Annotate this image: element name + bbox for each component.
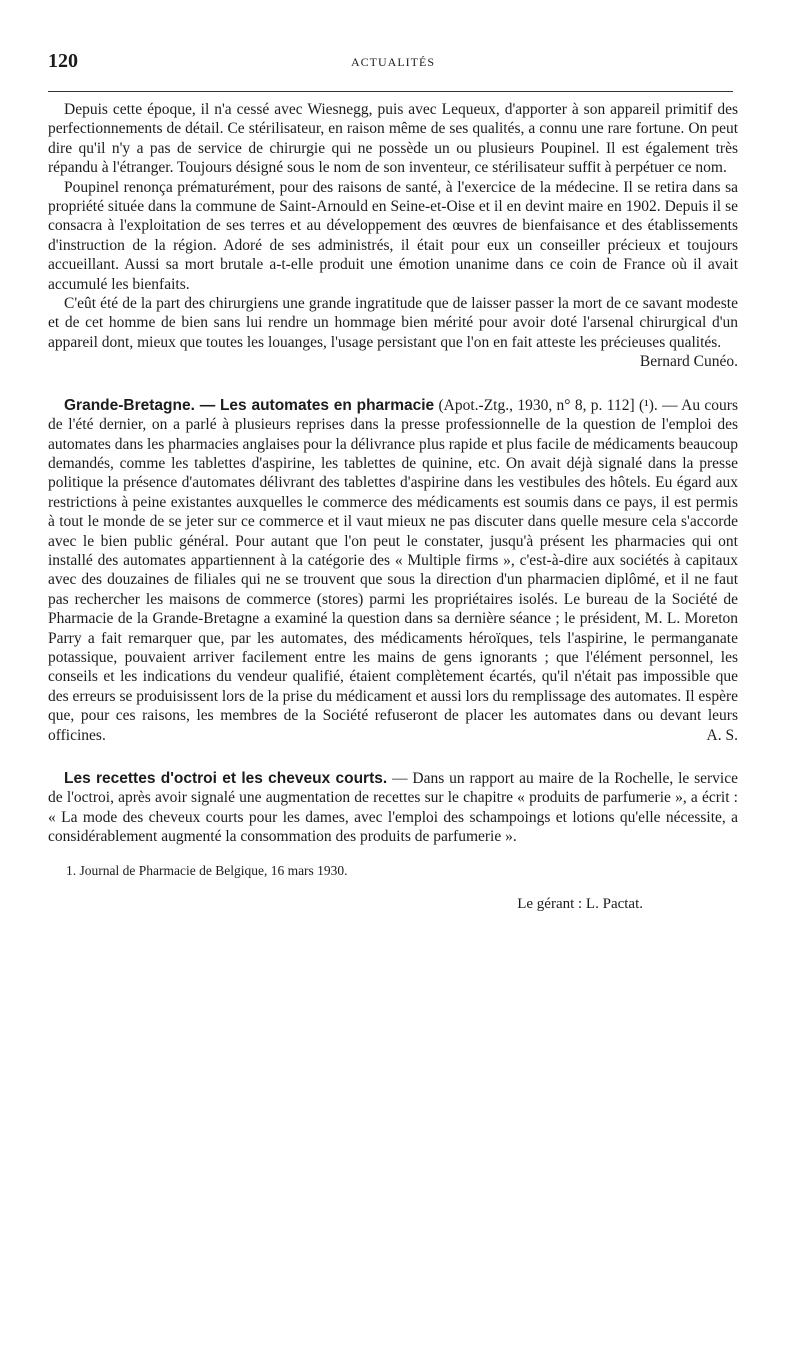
article-body	[48, 100, 738, 913]
section-gap	[48, 745, 738, 769]
section-text: — Au cours de l'été dernier, on a parlé à plusieurs reprises dans la presse professionnelle de la question de l'emploi des automates dans les pharmacies anglaises pour la délivrance plus rapide et plus facile de médicaments beaucoup demandés, comme les tablettes d'aspirine, les tablettes de quinine, etc. On avait déjà signalé dans la presse politique la présence d'automates délivrant des tablettes d'aspirine dans les vestibules des hôtels. Eu égard aux restrictions à peine existantes auxquelles le commerce des médicaments est soumis dans ce pays, il est permis à tout le monde de se jeter sur ce commerce et il vaut mieux ne pas discuter dans quelle mesure cela s'accorde avec le bien public général. Pour autant que l'on peut le constater, jusqu'à présent les pharmacies qui ont installé des automates appartiennent à la catégorie des « Multiple firms », c'est-à-dire aux sociétés à capitaux avec des douzaines de filiales qui ne se trouvent que sous la direction d'un pharmacien diplômé, et il ne faut pas rechercher les maisons de commerce (stores) parmi les propriétaires isolés. Le bureau de la Société de Pharmacie de la Grande-Bretagne a examiné la question dans sa dernière séance ; le président, M. L. Moreton Parry a fait remarquer que, par les automates, des médicaments héroïques, tels l'aspirine, le permanganate potassique, pouvaient arriver facilement entre les mains de gens ignorants ; que l'élément personnel, les conseils et les indications du vendeur qualifié, étaient complètement écartés, qu'il n'était pas impossible que des erreurs se produisissent lors de la prise du médicament et aussi lors du remplissage des automates. Il espère que, pour ces raisons, les membres de la Société refuseront de placer les automates dans ou devant leurs officines.	[48, 396, 738, 744]
section-heading: Grande-Bretagne. — Les automates en pharmacie	[64, 396, 435, 414]
paragraph-text: C'eût été de la part des chirurgiens une grande ingratitude que de laisser passer la mort de ce savant modeste et de cet homme de bien sans lui rendre un hommage bien mérité pour avoir doté l'arsenal chirurgical d'un appareil dont, mieux que toutes les louanges, l'usage persistant que l'on en fait atteste les précieuses qualités.	[48, 295, 738, 351]
header-rule	[48, 91, 733, 92]
signature: A. S.	[706, 726, 738, 744]
page-number: 120	[48, 50, 78, 72]
section-octroi	[48, 769, 738, 847]
gerant-line: Le gérant : L. Pactat.	[517, 895, 643, 912]
citation: (Apot.-Ztg., 1930, n° 8, p. 112] (¹).	[438, 396, 658, 414]
page-header	[48, 50, 738, 80]
paragraph	[48, 294, 738, 372]
paragraph: Depuis cette époque, il n'a cessé avec Wiesnegg, puis avec Lequeux, d'apporter à son appareil primitif des perfectionnements de détail. Ce stérilisateur, en raison même de ses qualités, a connu une rare fortune. On peut dire qu'il n'y a pas de service de chirurgie qui ne possède un ou plusieurs Poupinel. Il est également très répandu à l'étranger. Toujours désigné sous le nom de son inventeur, ce stérilisateur suffit à perpétuer ce nom.	[48, 101, 738, 177]
running-title: ACTUALITÉS	[351, 55, 435, 69]
section-grande-bretagne	[48, 396, 738, 745]
section-gap	[48, 372, 738, 396]
signature: Bernard Cunéo.	[639, 353, 738, 371]
footnote: 1. Journal de Pharmacie de Belgique, 16 mars 1930.	[66, 862, 348, 878]
paragraph: Poupinel renonça prématurément, pour des raisons de santé, à l'exercice de la médecine. Il se retira dans sa propriété située dans la commune de Saint-Arnould en Seine-et-Oise et il en devint maire en 1902. Depuis il se consacra à l'exploitation de ses terres et au développement des œuvres de bienfaisance et des établissements d'instruction de la région. Adoré de ses administrés, il était pour eux un conseiller précieux et toujours accueillant. Aussi sa mort brutale a-t-elle produit une émotion unanime dans ce coin de France où il avait accumulé les bienfaits.	[48, 178, 738, 293]
section-text: — Dans un rapport au maire de la Rochelle, le service de l'octroi, après avoir signalé une augmentation de recettes sur le chapitre « produits de parfumerie », a écrit : « La mode des cheveux courts pour les dames, avec l'emploi des schampoings et lotions qu'elle nécessite, a considérablement augmenté la consommation des produits de parfumerie ».	[48, 770, 738, 846]
section-heading: Les recettes d'octroi et les cheveux courts.	[64, 770, 388, 787]
